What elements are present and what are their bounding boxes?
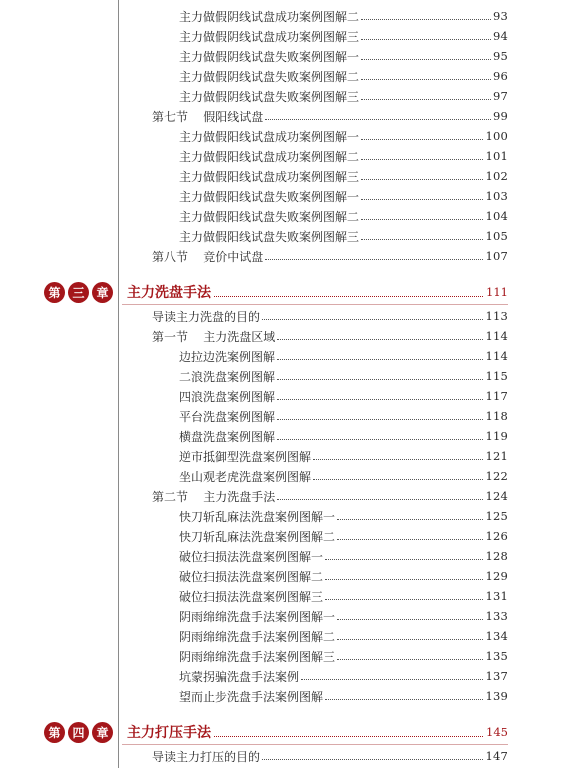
toc-entry[interactable]: 破位扫损法洗盘案例图解一 128	[179, 549, 508, 564]
chapter-badge-circle: 章	[92, 722, 113, 743]
chapter-page: 145	[486, 725, 508, 739]
chapter-badge-circle: 第	[44, 282, 65, 303]
toc-entry[interactable]: 望而止步洗盘手法案例图解 139	[179, 689, 508, 704]
chapter-badge-circle: 四	[68, 722, 89, 743]
toc-entry[interactable]: 主力做假阳线试盘成功案例图解三 102	[179, 169, 508, 184]
chapter-badge-circle: 章	[92, 282, 113, 303]
toc-entry[interactable]: 主力做假阳线试盘失败案例图解二 104	[179, 209, 508, 224]
toc-section-entry[interactable]: 第一节 主力洗盘区域 114	[152, 329, 508, 344]
toc-entry[interactable]: 平台洗盘案例图解 118	[179, 409, 508, 424]
chapter-rule	[122, 304, 508, 305]
toc-entry[interactable]: 四浪洗盘案例图解 117	[179, 389, 508, 404]
toc-entry[interactable]: 导读主力打压的目的 147	[152, 749, 508, 764]
toc-entry[interactable]: 坑蒙拐骗洗盘手法案例 137	[179, 669, 508, 684]
toc-entry[interactable]: 主力做假阴线试盘成功案例图解三 94	[179, 29, 508, 44]
chapter-4-badge	[44, 721, 114, 743]
toc-entry[interactable]: 阴雨绵绵洗盘手法案例图解二 134	[179, 629, 508, 644]
toc-entry[interactable]: 快刀斩乱麻法洗盘案例图解二 126	[179, 529, 508, 544]
chapter-3-heading[interactable]	[127, 281, 508, 303]
toc-entry[interactable]: 破位扫损法洗盘案例图解二 129	[179, 569, 508, 584]
toc-entry[interactable]: 导读主力洗盘的目的 113	[152, 309, 508, 324]
toc-section-entry[interactable]: 第八节 竞价中试盘 107	[152, 249, 508, 264]
toc-entry[interactable]: 主力做假阴线试盘成功案例图解二 93	[179, 9, 508, 24]
toc-entry[interactable]: 主力做假阴线试盘失败案例图解二 96	[179, 69, 508, 84]
toc-entry[interactable]: 坐山观老虎洗盘案例图解 122	[179, 469, 508, 484]
chapter-3-badge	[44, 281, 114, 303]
chapter-badge-circle: 三	[68, 282, 89, 303]
toc-entry[interactable]: 阴雨绵绵洗盘手法案例图解三 135	[179, 649, 508, 664]
chapter-4-heading[interactable]	[127, 721, 508, 743]
toc-entry[interactable]: 主力做假阳线试盘失败案例图解一 103	[179, 189, 508, 204]
toc-entry[interactable]: 主力做假阳线试盘成功案例图解二 101	[179, 149, 508, 164]
toc-entry[interactable]: 主力做假阳线试盘成功案例图解一 100	[179, 129, 508, 144]
toc-entry[interactable]: 主力做假阴线试盘失败案例图解一 95	[179, 49, 508, 64]
toc-entry[interactable]: 破位扫损法洗盘案例图解三 131	[179, 589, 508, 604]
toc-section-entry[interactable]: 第二节 主力洗盘手法 124	[152, 489, 508, 504]
toc-entry[interactable]: 二浪洗盘案例图解 115	[179, 369, 508, 384]
toc-entry[interactable]: 阴雨绵绵洗盘手法案例图解一 133	[179, 609, 508, 624]
toc-entry[interactable]: 快刀斩乱麻法洗盘案例图解一 125	[179, 509, 508, 524]
left-divider-line	[118, 0, 119, 768]
toc-section-entry[interactable]: 第七节 假阳线试盘 99	[152, 109, 508, 124]
toc-entry[interactable]: 主力做假阴线试盘失败案例图解三 97	[179, 89, 508, 104]
toc-entry[interactable]: 主力做假阳线试盘失败案例图解三 105	[179, 229, 508, 244]
chapter-badge-circle: 第	[44, 722, 65, 743]
toc-entry[interactable]: 横盘洗盘案例图解 119	[179, 429, 508, 444]
toc-entry[interactable]: 边拉边洗案例图解 114	[179, 349, 508, 364]
toc-entry[interactable]: 逆市抵御型洗盘案例图解 121	[179, 449, 508, 464]
chapter-page: 111	[486, 285, 508, 299]
chapter-title: 主力打压手法	[127, 725, 211, 741]
chapter-rule	[122, 744, 508, 745]
chapter-title: 主力洗盘手法	[127, 285, 211, 301]
